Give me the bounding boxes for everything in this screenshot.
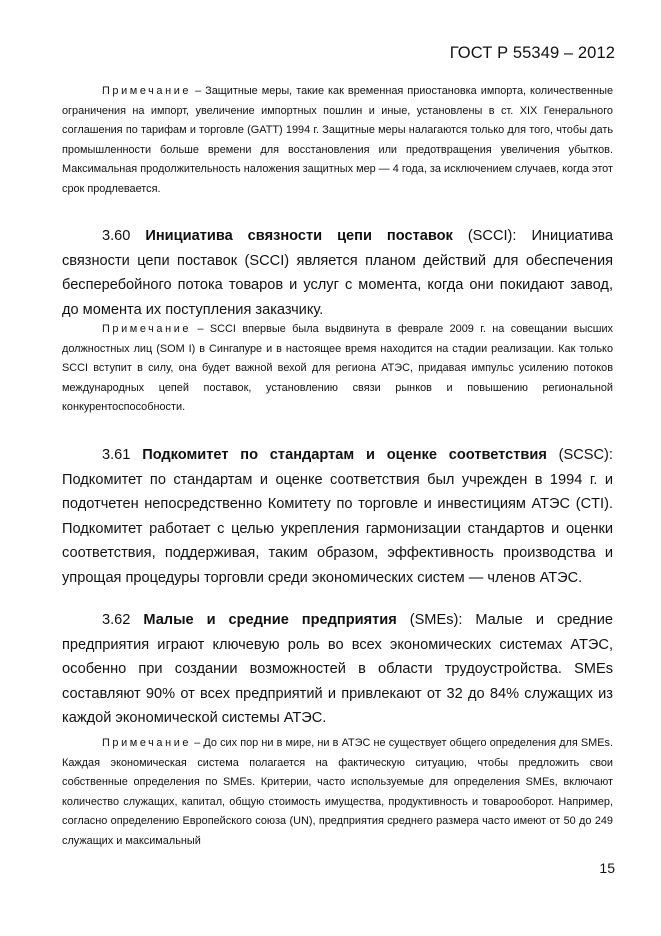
note-label: Примечание: [102, 323, 192, 335]
note-text: – SCCI впервые была выдвинута в феврале 2009 г. на совещании высших должностных лиц (SOM I) в Сингапуре и в настоящее время находится на стадии реализации. Как только SCCI вступит в силу, она будет важной вехой для региона АТЭС, придавая импульс усилению потоков международных цепей поставок, установлению связи рынков и повышению региональной конкурентоспособности.: [62, 323, 613, 414]
term-title: Подкомитет по стандартам и оценке соответствия: [142, 447, 547, 463]
page-number: 15: [599, 860, 615, 876]
term-3-60: [62, 224, 613, 322]
term-number: 3.62: [102, 612, 131, 628]
document-header: ГОСТ Р 55349 – 2012: [449, 44, 615, 62]
term-title: Инициатива связности цепи поставок: [145, 228, 453, 244]
term-definition: Подкомитет по стандартам и оценке соответствия был учрежден в 1994 г. и подотчетен непосредственно Комитету по торговле и инвестициям АТЭС (CTI). Подкомитет работает с целью укрепления гармонизации стандартов и оценки соответствия, поддерживая, таким образом, эффективность производства и упрощая процедуры торговли среди экономических систем — членов АТЭС.: [62, 471, 613, 586]
term-3-61: [62, 443, 613, 591]
note-paragraph: [62, 734, 613, 852]
term-3-62: [62, 608, 613, 731]
note-text: – До сих пор ни в мире, ни в АТЭС не существует общего определения для SMEs. Каждая экономическая система полагается на фактическую ситуацию, чтобы предложить свои собственные определения по SMEs. Критерии, часто используемые для определения SMEs, включают количество служащих, капитал, общую стоимость имущества, продуктивность и товарооборот. Например, согласно определению Европейского союза (UN), предприятия среднего размера часто имеют от 50 до 249 служащих и максимальный: [62, 737, 613, 847]
term-abbreviation: (SMEs):: [409, 612, 463, 628]
term-number: 3.61: [102, 447, 131, 463]
term-abbreviation: (SCSC):: [558, 447, 613, 463]
term-number: 3.60: [102, 228, 131, 244]
term-definition: Малые и средние предприятия играют ключевую роль во всех экономических системах АТЭС, особенно при создании возможностей в области трудоустройства. SMEs составляют 90% от всех предприятий и привлекают от 32 до 84% служащих из каждой экономической системы АТЭС.: [62, 612, 614, 727]
term-definition: Инициатива связности цепи поставок (SCCI) является планом действий для обеспечения бесперебойного потока товаров и услуг с момента, когда они покидают завод, до момента их поступления заказчику.: [62, 228, 613, 318]
note-label: Примечание: [102, 85, 192, 97]
note-paragraph: [62, 82, 613, 200]
note-label: Примечание: [102, 737, 192, 749]
term-title: Малые и средние предприятия: [143, 612, 397, 628]
note-paragraph: [62, 320, 613, 418]
note-text: – Защитные меры, такие как временная приостановка импорта, количественные ограничения на импорт, увеличение импортных пошлин и иные, установлены в ст. XIX Генерального соглашения по тарифам и торговле (GATT) 1994 г. Защитные меры налагаются только для того, чтобы дать промышленности больше времени для восстановления или предотвращения увеличения убытков. Максимальная продолжительность наложения защитных мер — 4 года, за исключением случаев, когда этот срок продлевается.: [62, 85, 613, 195]
term-abbreviation: (SCCI):: [467, 228, 517, 244]
